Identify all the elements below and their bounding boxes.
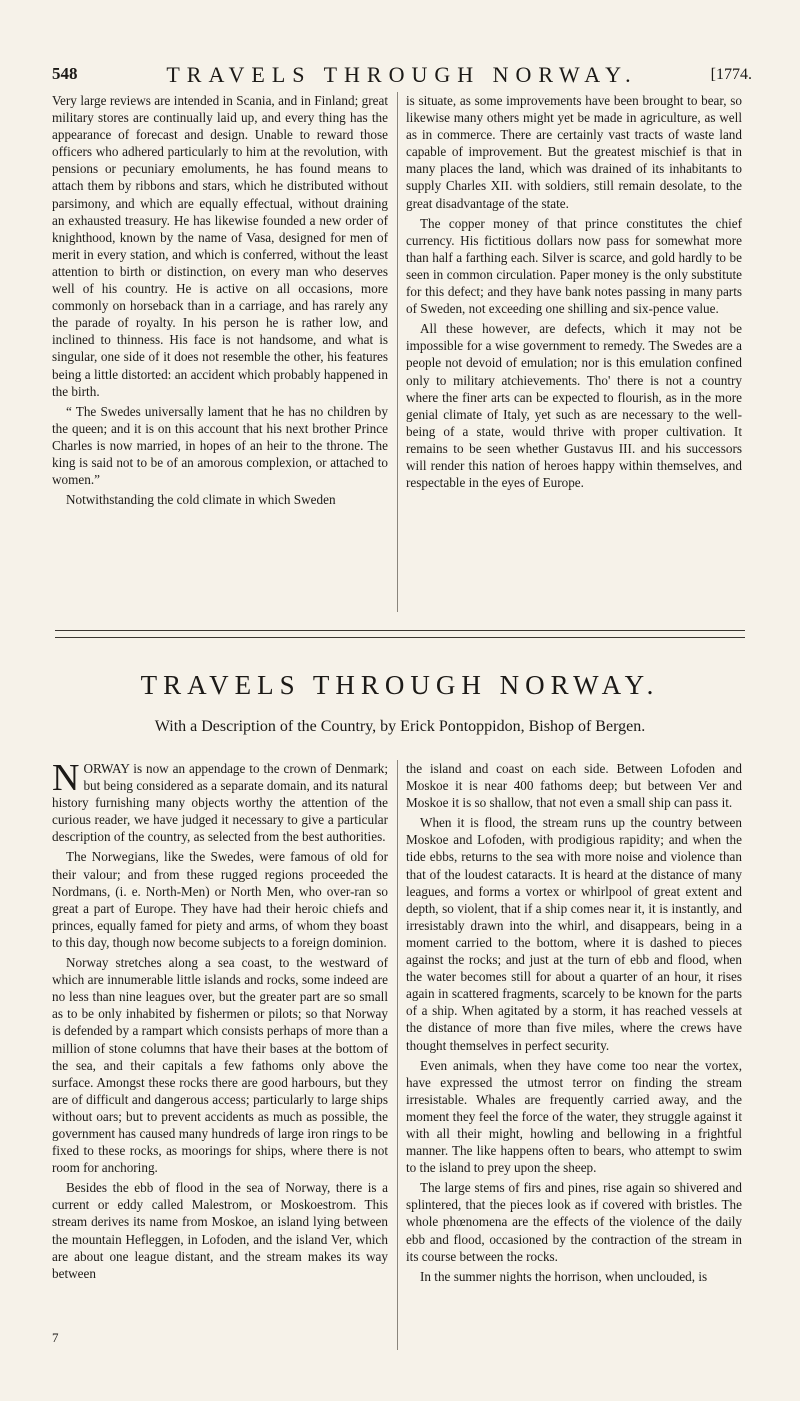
paragraph: The Norwegians, like the Swedes, were famous of old for their valour; and from these rugged regions proceeded the Nordmans, (i. e. North-Men) or North Men, who over-ran so great a part of Europe. They have had their heroic chiefs and princes, equally famed for piety and arms, of whom they boast to this day, though now become subjects to a foreign dominion. <box>52 849 388 950</box>
article-title: TRAVELS THROUGH NORWAY. <box>140 670 660 700</box>
paragraph: In the summer nights the horrison, when unclouded, is <box>420 1268 708 1284</box>
paragraph: The copper money of that prince constitutes the chief currency. His fictitious dollars now pass for somewhat more than half a farthing each. Silver is scarce, and gold hardly to be seen in common circulation. Paper money is the only substitute for this defect; and they have bank notes passing in many parts of Sweden, not exceeding one shilling and six-pence value. <box>406 215 742 317</box>
page-number: 548 <box>52 64 78 83</box>
top-right-column <box>406 92 742 494</box>
paragraph: is situate, as some improvements have been brought to bear, so likewise many others might yet be made in agriculture, as well as in commerce. There are certainly vast tracts of waste land capable of improvement. But the greatest mischief is that in many places the land, which was drained of its inhabitants to supply Charles XII. with soldiers, still remain desolate, to the great disadvantage of the state. <box>406 93 742 211</box>
bottom-columns <box>52 757 752 1355</box>
paragraph: Even animals, when they have come too near the vortex, have expressed the utmost terror on finding the stream irresistable. Whales are frequently carried away, and the moment they feel the force of the water, they struggle against it with all their might, howling and bellowing in a frightful manner. The like happens often to bears, who attempt to swim to the island to prey upon the sheep. <box>406 1057 742 1176</box>
running-title: TRAVELS THROUGH NORWAY. <box>166 62 638 87</box>
drop-cap: N <box>52 757 80 799</box>
paragraph: All these however, are defects, which it may not be impossible for a wise government to remedy. The Swedes are a people not devoid of emulation; nor is this emulation confined only to military atchievements. Tho' there is not a country where the finer arts can be expected to flourish, as in the more genial climate of Italy, yet such as are necessary to the well-being of a state, would thrive with proper cultivation. It remains to be seen whether Gustavus III. and his successors will render this nation of heroes happy within themselves, and respectable in the eyes of Europe. <box>406 321 742 491</box>
bottom-left-column <box>52 757 388 1285</box>
paragraph: “ The Swedes universally lament that he has no children by the queen; and it is on this account that his next brother Prince Charles is now married, in hopes of an heir to the throne. The king is said not to be of an amorous complexion, or attached to women.” <box>52 403 388 488</box>
paragraph-text: ORWAY is now an appendage to the crown of Denmark; but being considered as a separate domain, and its natural history furnishing many objects worthy the attention of the curious reader, we have judged it necessary to give a particular description of the country, as selected from the best authorities. <box>52 761 388 845</box>
running-head <box>52 62 752 92</box>
paragraph: the island and coast on each side. Between Lofoden and Moskoe it is near 400 fathoms deep; but between Ver and Moskoe it is so shallow, that not even a small ship can pass it. <box>406 761 742 811</box>
running-year: [1774. <box>710 66 752 83</box>
paragraph: Norway stretches along a sea coast, to the westward of which are innumerable little islands and rocks, some indeed are no less than nine leagues over, but the greater part are so small as to be only inhabited by fishermen or pilots; so that Norway is defended by a rampart which consists perhaps of more than a million of stone columns that have their bases at the bottom of the sea, and their capitals a few fathoms only above the surface. Amongst these rocks there are good harbours, but they are of difficult and dangerous access; particularly to large ships without oars; but to prevent accidents as much as possible, the government has caused many hundreds of large iron rings to be fixed to these rocks, as moorings for ships, where there is not room for anchoring. <box>52 955 388 1176</box>
section-divider <box>55 630 745 638</box>
paragraph: The large stems of firs and pines, rise again so shivered and splintered, that the pieces look as if covered with bristles. The whole phœnomena are the effects of the violence of the daily ebb and flood, occasioned by the contraction of the stream in its course between the rocks. <box>406 1180 742 1264</box>
top-columns <box>52 92 752 612</box>
top-left-column <box>52 92 388 511</box>
signature-mark: 7 <box>52 1330 59 1345</box>
paragraph: Notwithstanding the cold climate in which Sweden <box>66 492 336 508</box>
column-divider <box>397 92 398 612</box>
column-divider <box>397 760 398 1350</box>
paragraph: When it is flood, the stream runs up the country between Moskoe and Lofoden, with prodigious rapidity; and when the tide ebbs, returns to the sea with more noise and violence than that of the loudest cataracts. It is heard at the distance of many leagues, and forms a vortex or whirlpool of great extent and depth, so violent, that if a ship comes near it, it is instantly, and irresistably drawn into the whirl, and disappears, being in a moment carried to the bottom, where it is dashed to pieces against the rocks; and just at the turn of ebb and flood, when the water becomes still for about a quarter of an hour, it rises again in scattered fragments, scarcely to be known for the parts of a ship. When agitated by a storm, it has reached vessels at the distance of more than five miles, where the crews have thought themselves in perfect security. <box>406 815 742 1053</box>
bottom-right-column <box>406 760 742 1288</box>
article-subtitle: With a Description of the Country, by Erick Pontoppidon, Bishop of Bergen. <box>154 718 646 735</box>
paragraph: Very large reviews are intended in Scania, and in Finland; great military stores are continually laid up, and every thing has the appearance of forecast and design. Unable to reward those officers who adhered particularly to him at the revolution, with pensions or pecuniary emoluments, he has found means to attach them by ribbons and stars, which he distributed without parsimony, and which are equally effectual, without draining an exhausted treasury. He has likewise founded a new order of knighthood, known by the name of Vasa, designed for men of merit in every station, and which is conferred, without the least attention to birth or distinction, on every man who deserves well of his country. He is active on all occasions, more commonly on horseback than in a carriage, and has rarely any the parade of royalty. In his person he is rather low, and inclined to thinness. His face is not handsome, and what is singular, one side of it does not resemble the other, his features being a little distorted: an accident which probably happened in the birth. <box>52 93 388 399</box>
paragraph <box>52 757 388 845</box>
paragraph: Besides the ebb of flood in the sea of Norway, there is a current or eddy called Malestrom, or Moskoestrom. This stream derives its name from Moskoe, an island lying between the mountain Hefleggen, in Lofoden, and the island Ver, which are about one league distant, and the stream makes its way between <box>52 1180 388 1281</box>
